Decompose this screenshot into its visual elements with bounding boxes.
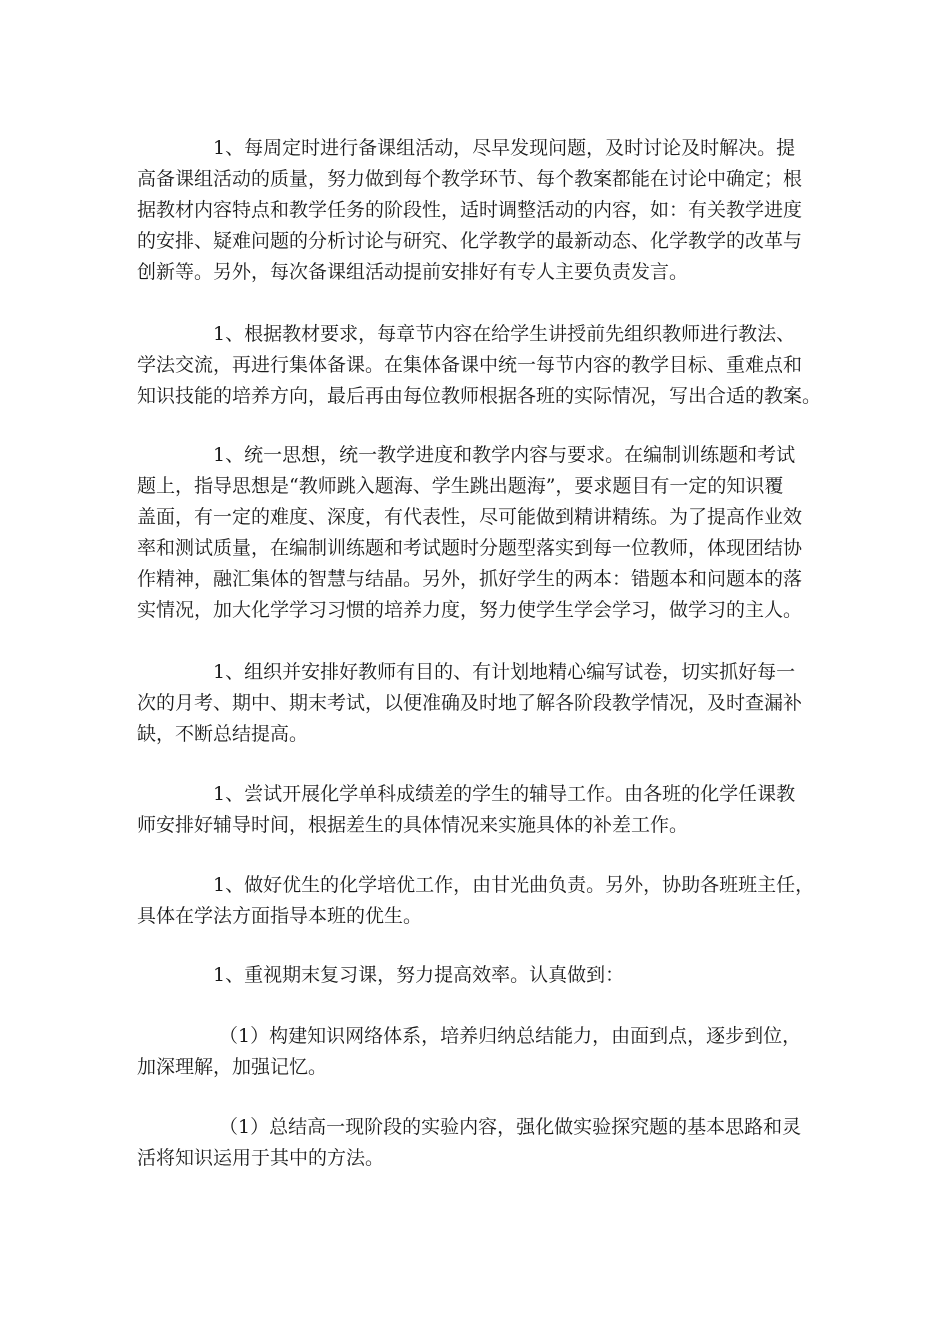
paragraph-7 [137,960,817,991]
paragraph-line: 高备课组活动的质量，努力做到每个教学环节、每个教案都能在讨论中确定；根 [137,168,803,190]
paragraph-5 [137,779,817,841]
paragraph-line: 创新等。另外，每次备课组活动提前安排好有专人主要负责发言。 [137,261,689,283]
paragraph-line: （1）构建知识网络体系，培养归纳总结能力，由面到点，逐步到位， [219,1025,802,1047]
paragraph-line: 加深理解，加强记忆。 [137,1056,328,1078]
paragraph-line: 次的月考、期中、期末考试，以便准确及时地了解各阶段教学情况，及时查漏补 [137,692,803,714]
paragraph-line: 缺，不断总结提高。 [137,723,309,745]
paragraph-9 [137,1112,817,1174]
paragraph-line: 的安排、疑难问题的分析讨论与研究、化学教学的最新动态、化学教学的改革与 [137,230,803,252]
paragraph-line: 知识技能的培养方向，最后再由每位教师根据各班的实际情况，写出合适的教案。 [137,385,822,407]
paragraph-line: 据教材内容特点和教学任务的阶段性，适时调整活动的内容，如：有关教学进度 [137,199,803,221]
paragraph-8 [137,1021,817,1083]
paragraph-line: 具体在学法方面指导本班的优生。 [137,905,423,927]
paragraph-line: 1、每周定时进行备课组活动，尽早发现问题，及时讨论及时解决。提 [213,137,796,159]
paragraph-4 [137,657,817,750]
paragraph-2 [137,319,822,412]
paragraph-line: 师安排好辅导时间，根据差生的具体情况来实施具体的补差工作。 [137,814,689,836]
paragraph-line: 1、根据教材要求，每章节内容在给学生讲授前先组织教师进行教法、 [213,323,796,345]
paragraph-line: 题上，指导思想是“教师跳入题海、学生跳出题海”，要求题目有一定的知识覆 [137,475,784,497]
paragraph-line: 1、尝试开展化学单科成绩差的学生的辅导工作。由各班的化学任课教 [213,783,796,805]
paragraph-line: 1、做好优生的化学培优工作，由甘光曲负责。另外，协助各班班主任， [213,874,815,896]
paragraph-line: 率和测试质量，在编制训练题和考试题时分题型落实到每一位教师，体现团结协 [137,537,803,559]
paragraph-line: 1、统一思想，统一教学进度和教学内容与要求。在编制训练题和考试 [213,444,796,466]
paragraph-line: 实情况，加大化学学习习惯的培养力度，努力使学生学会学习，做学习的主人。 [137,599,803,621]
paragraph-line: 盖面，有一定的难度、深度，有代表性，尽可能做到精讲精练。为了提高作业效 [137,506,803,528]
paragraph-line: 作精神，融汇集体的智慧与结晶。另外，抓好学生的两本：错题本和问题本的落 [137,568,803,590]
paragraph-3 [137,440,817,626]
paragraph-line: 1、组织并安排好教师有目的、有计划地精心编写试卷，切实抓好每一 [213,661,796,683]
paragraph-line: 1、重视期末复习课，努力提高效率。认真做到： [213,964,625,986]
paragraph-line: 学法交流，再进行集体备课。在集体备课中统一每节内容的教学目标、重难点和 [137,354,803,376]
paragraph-1 [137,133,817,288]
paragraph-6 [137,870,817,932]
paragraph-line: （1）总结高一现阶段的实验内容，强化做实验探究题的基本思路和灵 [219,1116,802,1138]
paragraph-line: 活将知识运用于其中的方法。 [137,1147,385,1169]
